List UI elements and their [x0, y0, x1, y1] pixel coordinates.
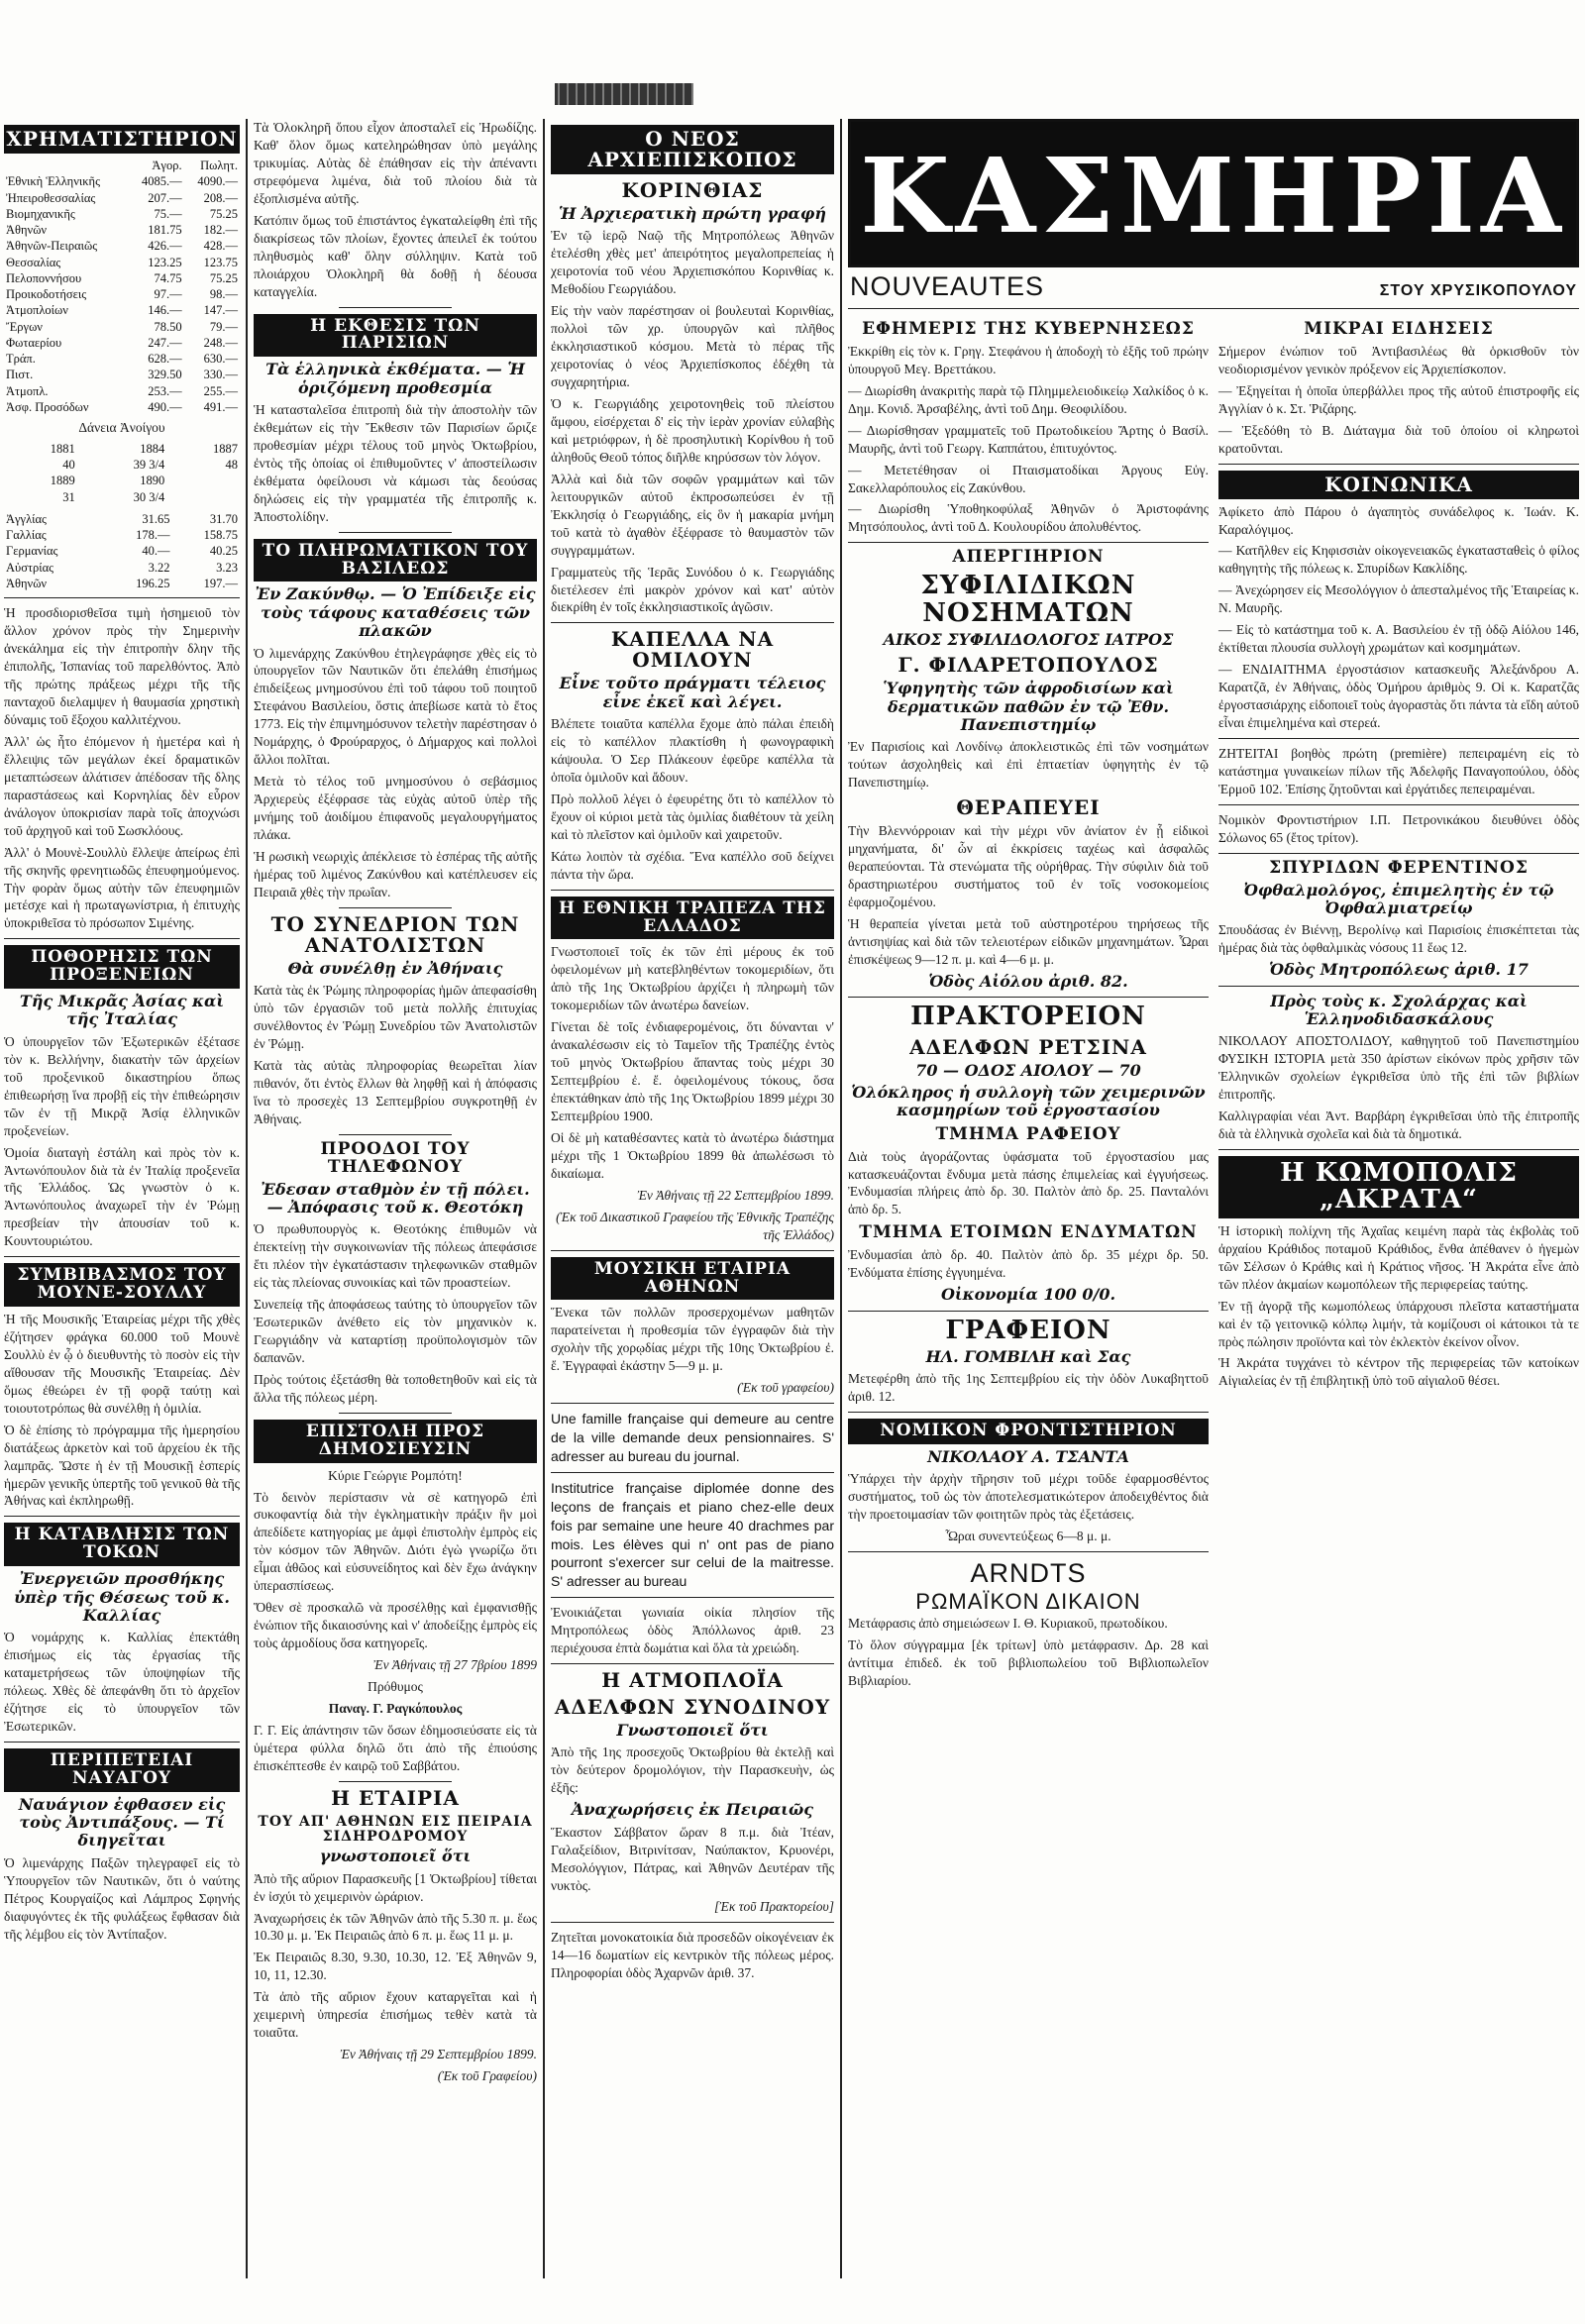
table-cell: Ἔργων: [6, 319, 43, 334]
table-cell: 74.75: [154, 270, 182, 285]
article-text: Σήμερον ἐνώπιον τοῦ Ἀντιβασιλέως θὰ ὁρκισθοῦν τὸν νεοδιορισμένον γενικὸν πρόξενον εἰς Ἀρχιεπίσκοπον.: [1218, 343, 1579, 376]
column-rule: [840, 119, 842, 2278]
rate-row: [4, 527, 240, 543]
table-cell: 48: [225, 458, 238, 473]
loan-row: [4, 473, 240, 488]
table-header: Ἀγορ.: [152, 158, 182, 172]
article-text: — Διωρίσθησαν γραμματεῖς τοῦ Πρωτοδικείου Ἄρτης ὁ Βασίλ. Μαυρῆς, ἀντὶ τοῦ Γεωργ. Καππάτου, ἐπιτυχόντος.: [848, 422, 1209, 456]
table-cell: 30 3/4: [133, 489, 165, 504]
table-cell: 78.50: [154, 319, 182, 334]
subheadline: Τῆς Μικρᾶς Ἀσίας καὶ τῆς Ἰταλίας: [19, 992, 225, 1029]
table-cell: 40: [62, 458, 75, 473]
table-cell: [166, 473, 240, 488]
table-cell: 208.—: [203, 190, 238, 205]
table-cell: 428.—: [203, 239, 238, 254]
nouveautes-text: NOUVEAUTES: [850, 271, 1045, 301]
loans-title: Δάνεια Ἀνοίγου: [78, 420, 165, 435]
article-text: Ἕκαστον Σάββατον ὥραν 8 π.μ. διὰ Ἰτέαν, Γαλαξείδιον, Βιτρινίτσαν, Ναύπακτον, Κρυονέρι, Μεσολόγγιον, Πάτρας, καὶ Ἀθηνῶν Δευτέραν τῆς νυκτὸς.: [551, 1824, 834, 1893]
table-cell: Προικοδοτήσεις: [6, 287, 87, 301]
article-text: Ὁμοία διαταγὴ ἐστάλη καὶ πρὸς τὸν κ. Ἀντωνόπουλον διὰ τὰ ἐν Ἰταλίᾳ προξενεῖα τῆς Ἑλλάδος. Ὡς γνωστὸν ὁ κ. Ἀντωνόπουλος ἀναχωρεῖ τὴν ἐν Ῥώμῃ πρεσβείαν τὴν ἀπουσίαν τοῦ κ. Κουντουριώτου.: [4, 1144, 240, 1249]
subheadline: Ὁλόκληρος ἡ συλλογὴ τῶν χειμερινῶν κασμηρίων τοῦ ἐργοστασίου: [851, 1082, 1206, 1120]
table-cell: Θεσσαλίας: [6, 255, 61, 269]
exchange-row: [4, 319, 240, 335]
table-cell: Πελοποννήσου: [6, 270, 82, 285]
article-text: Ἐνοικιάζεται γωνιαία οἰκία πλησίον τῆς Μητροπόλεως ὁδὸς Ἀπόλλωνος ἀριθ. 23 περιέχουσα ἐπτὰ δωμάτια καὶ ὅλα τὰ χρειώδη.: [551, 1605, 834, 1656]
article-text: Ἡ θεραπεία γίνεται μετὰ τοῦ αὐστηροτέρου τηρήσεως τῆς ἀντισηψίας καὶ διὰ τῶν τελειοτέρων εἰδικῶν μηχανημάτων. Ὧραι ἐπισκέψεως 9—12 π. μ. καὶ 4—6 μ. μ.: [848, 916, 1209, 967]
headline: ΕΠΙΣΤΟΛΗ ΠΡΟΣ ΔΗΜΟΣΙΕΥΣΙΝ: [254, 1420, 537, 1463]
table-cell: 75.—: [154, 206, 182, 221]
headline: ΚΟΙΝΩΝΙΚΑ: [1218, 471, 1579, 499]
table-cell: Τράπ.: [6, 352, 36, 366]
exchange-row: [4, 335, 240, 351]
headline: Η ΕΘΝΙΚΗ ΤΡΑΠΕΖΑ ΤΗΣ ΕΛΛΑΔΟΣ: [551, 897, 834, 940]
table-cell: 158.75: [203, 528, 238, 543]
article-text: ΖΗΤΕΙΤΑΙ βοηθὸς πρώτη (première) πεπειραμένη εἰς τὸ κατάστημα γυναικείων πίλων τῆς Ἀδελφῆς Παναγοπούλου, ὁδὸς Ἑρμοῦ 102. Ἐπίσης ζητοῦνται καὶ ἐργάτιδες πεπειραμέναι.: [1218, 746, 1579, 796]
headline: ΠΡΑΚΤΟΡΕΙΟΝ: [910, 1002, 1146, 1032]
signature-source: (Ἐκ τοῦ γραφείου): [737, 1380, 834, 1396]
exchange-row: [4, 255, 240, 270]
table-cell: 3.23: [216, 560, 238, 575]
subheadline: Θὰ συνέλθῃ ἐν Ἀθήναις: [287, 958, 503, 978]
article-text: Ὁ λιμενάρχης Παξῶν τηλεγραφεῖ εἰς τὸ Ὑπουργεῖον τῶν Ναυτικῶν, ὅτι ὁ ναύτης Πέτρος Κουργαίζος καὶ Λάμπρος Σφηνής διαφυγόντες ἐκ τῆς φυλάξεως ἔφθασαν διὰ τῆς λέμβου εἰς τὸν Ἀντίπαξον.: [4, 1854, 240, 1942]
table-cell: 247.—: [148, 335, 182, 350]
subheadline: Οἰκονομία 100 0/0.: [940, 1285, 1116, 1305]
table-cell: Ἀτμοπλοίων: [6, 303, 68, 318]
table-cell: 3.22: [148, 560, 170, 575]
article-text: — ΕΝΔΙΑΙΤΗΜΑ ἐργοστάσιον κατασκευῆς Ἀλεξάνδρου Α. Καρατζᾶ, ἐν Ἀθήναις, ὁδὸς Ὁμήρου ἀριθμὸς 9. Οἱ κ. Καρατζᾶς ἐργοστασιάρχης εἰδοποιεῖ τοὺς ἀγοραστὰς ὅτι πάντα τὰ εἴδη αὐτοῦ εἶναι ἐπιμελημένα καὶ στερεά.: [1218, 662, 1579, 731]
table-cell: 628.—: [148, 352, 182, 366]
table-cell: 490.—: [148, 399, 182, 414]
loan-row: [4, 489, 240, 505]
article-text: Ὁ δὲ ἐπίσης τὸ πρόγραμμα τῆς ἡμερησίου διατάξεως ἀρκετὸν καὶ τοῦ ἀρχείου ἐκ τῆς λαμπρᾶς. Ὥστε ἡ ἐν τῇ Μουσικῇ ἑσπερίς ἡμερῶν γενικῆς ὑπερτῆς τοῦ γενικοῦ θὰ τῆς Ἀθήνας καὶ ἐκπληρωθῇ.: [4, 1422, 240, 1509]
article-text: Σπουδάσας ἐν Βιέννῃ, Βερολίνῳ καὶ Παρισίοις ἐπισκέπτεται τὰς ἡμέρας διὰ τὰς ὀφθαλμικὰς νόσους 11 ἕως 12.: [1218, 922, 1579, 956]
table-cell: 330.—: [203, 368, 238, 382]
article-text: Ἀλλ' ὡς ἦτο ἐπόμενον ἡ ἡμετέρα καὶ ἡ ἔλλειψις τῶν μεγάλων ἐκεί δραματικῶν μεταπτώσεων ἀλάτισεν ἀπέδοσαν τῆς δλης παραστάσεως καὶ Κορνηλίας δὲν εὗρον ἀνάλογον ὑποκρισίαν παρὰ τοῖς ἀποχνώσι τοῦ ἀρχηγοῦ καὶ τοῦ Σωσκλόους.: [4, 733, 240, 838]
two-column-block: [848, 315, 1579, 1694]
article-text: Κατὰ τὰς αὐτὰς πληροφορίας θεωρεῖται λίαν πιθανόν, ὅτι ἐντὸς ἕλλων θὰ ληφθῇ καὶ ἡ ἀπόφασις ἵνα τὸ προσεχὲς 13 Σεπτεμβρίου συγκροτηθῇ ἐν Ἀθήναις.: [254, 1058, 537, 1126]
table-cell: 1887: [213, 441, 238, 456]
article-text: Ἡ κατασταλεῖσα ἐπιτροπὴ διὰ τὴν ἀποστολὴν τῶν ἐκθεμάτων εἰς τὴν Ἔκθεσιν τῶν Παρισίων ὥριζε προθεσμίαν μέχρι τέλους τοῦ μηνὸς Ὀκτωβρίου, ἐντὸς τῆς ὁποίας οἱ ἐπιθυμοῦντες ν' ἀποστείλωσιν ἐκθέματα ὀφείλουσι νὰ κάμωσι τὰς δεούσας δηλώσεις εἰς τὴν γραμματέα τῆς ἐπιτροπῆς κ. Ἀποστολίδην.: [254, 402, 537, 524]
table-cell: 98.—: [209, 287, 238, 301]
headline: ΕΦΗΜΕΡΙΣ ΤΗΣ ΚΥΒΕΡΝΗΣΕΩΣ: [862, 319, 1195, 339]
article-text: Ἡ ἱστορικὴ πολίχνη τῆς Ἀχαΐας κειμένη παρὰ τὰς ἐκβολὰς τοῦ ἀρχαίου Κράθιδος ποταμοῦ Κράθιδος, ἔνθα ἀπέθανεν ὁ ἡγεμὼν τῶν Σέλσων ὁ Κράθις καὶ ἡ Κράτιος νῆσος. Ἡ Ἀκράτα εἶνε ἀπὸ τῶν πλέον ἀκμαίων κωμοπόλεων τῆς περιφερείας ταύτης.: [1218, 1222, 1579, 1292]
table-cell: 79.—: [209, 319, 238, 334]
table-cell: 491.—: [203, 399, 238, 414]
table-cell: 40.—: [142, 544, 170, 559]
doctor-name: Γ. ΦΙΛΑΡΕΤΟΠΟΥΛΟΣ: [898, 653, 1159, 678]
headline: ΓΡΑΦΕΙΟΝ: [945, 1315, 1111, 1345]
headline: Η ΕΚΘΕΣΙΣ ΤΩΝ ΠΑΡΙΣΙΩΝ: [254, 314, 537, 358]
exchange-row: [4, 351, 240, 367]
table-cell: 147.—: [203, 303, 238, 318]
headline: ΝΟΜΙΚΟΝ ΦΡΟΝΤΙΣΤΗΡΙΟΝ: [848, 1419, 1209, 1444]
table-cell: 1884: [140, 441, 165, 456]
article-text: Ὁ κ. Γεωργιάδης χειροτονηθεὶς τοῦ πλείστου ἄμφου, εἰσέρχεται δ' εἰς τὴν ἱερὰν χρονίαν εὐλαβὴς καὶ μετριόφρων, ἡ δὲ προσηλυτικὴ Κορίνθου ἡ τοῦ ἀληθοῦς Θεοῦ τόπος διῆλθε κηρύσσων τὸν λόγον.: [551, 395, 834, 465]
subheadline: Ἡ Ἀρχιερατικὴ πρώτη γραφή: [559, 204, 826, 223]
article-text: Ἀλλὰ καὶ διὰ τῶν σοφῶν γραμμάτων καὶ τῶν λειτουργικῶν αὐτοῦ ἐκπροσωπεύσει ἐν τῇ Ἐκκλησίᾳ ὁ Γεωργιάδης, εἰς ὃν ἡ μακαρία μνήμη τοῦ κατὰ τὸ ἀγαθὸν ἐξέφρασε τὸ θαυμαστὸν τῶν συγγραμμάτων.: [551, 471, 834, 558]
article-text: Ἐκκρίθη εἰς τὸν κ. Γρηγ. Στεφάνου ἡ ἀποδοχὴ τὸ ἐξῆς τοῦ πρώην ὑπουργοῦ Μεγ. Βρεττάκου.: [848, 343, 1209, 376]
signature-place: Ἐν Ἀθήναις τῇ 29 Σεπτεμβρίου 1899.: [340, 2047, 537, 2062]
table-cell: 31.65: [142, 511, 170, 526]
rate-row: [4, 560, 240, 576]
article-text: Μετάφρασις ἀπὸ σημειώσεων Ι. Θ. Κυριακοῦ, πρωτοδίκου.: [848, 1616, 1168, 1632]
article-text: — Ἐξηγείται ἡ ὁποῖα ὑπερβάλλει προς τῆς αὐτοῦ ἐπιστροφῆς εἰς Ἀγγλίαν ὁ κ. Στ. Ῥιζάρης.: [1218, 382, 1579, 416]
subheadline: Ἐδεσαν σταθμὸν ἐν τῇ πόλει. — Ἀπόφασις τοῦ κ. Θεοτόκη: [261, 1179, 530, 1216]
article-text: Μετὰ τὸ τέλος τοῦ μνημοσύνου ὁ σεβάσμιος Ἀρχιερεὺς ἐξέφρασε τὰς εὐχὰς αὐτοῦ ὑπὲρ τῆς μνήμης τοῦ ἀοιδίμου ἐπιφανοῦς μεγαλουργήματος πλάκα.: [254, 774, 537, 843]
article-text: Μετεφέρθη ἀπὸ τῆς 1ης Σεπτεμβρίου εἰς τὴν ὁδὸν Λυκαβηττοῦ ἀριθ. 12.: [848, 1371, 1209, 1405]
table-cell: 207.—: [148, 190, 182, 205]
table-cell: Πιστ.: [6, 368, 34, 382]
article-text: Τὸ ὅλον σύγγραμμα [ἐκ τρίτων] ὑπὸ μετάφρασιν. Δρ. 28 καὶ ἀντίτιμα ἐπιδεδ. ἐκ τοῦ βιβλιοπωλείου τοῦ Βιβλιοπωλεῖον Βιβλιαρίου.: [848, 1637, 1209, 1689]
nouveautes-line: [850, 271, 1577, 302]
column-3: [551, 119, 834, 2288]
french-ad: Institutrice française diplomée donne des leçons de français et piano chez-elle deux fois par semaine une heure 40 drachmes par mois. Les élèves qui n' ont pas de piano pourront s'exercer sur celui de la maitresse. S' adresser au bureau: [551, 1479, 834, 1590]
table-cell: 1881: [50, 441, 75, 456]
headline: ΜΙΚΡΑΙ ΕΙΔΗΣΕΙΣ: [1304, 319, 1494, 339]
article-text: Ζητεῖται μονοκατοικία διὰ προσεδῶν οἰκογένειαν ἐκ 14—16 δωματίων εἰς κεντρικὸν τῆς πόλεως μέρος. Πληροφορίαι ὁδὸς Ἀχαρνῶν ἀριθ. 37.: [551, 1930, 834, 1981]
salutation: Κύριε Γεώργιε Ρομπότη!: [328, 1467, 463, 1483]
loan-row: [4, 457, 240, 473]
article-text: Ὁ ὑπουργεῖον τῶν Ἐξωτερικῶν ἐξέτασε τὸν κ. Βελλήνην, διακατὴν τῶν ἀρχείων τοῦ προξενικοῦ δικαστηρίου ὅπως ἐπιθεωρήσῃ ἵνα προβῇ εἰς τὴν ἐπιθεώρησιν τῶν ἐν τῇ Μικρᾷ Ἀσίᾳ ἑλληνικῶν προξενείων.: [4, 1033, 240, 1138]
table-cell: 197.—: [203, 576, 238, 590]
article-text: Ὑπάρχει τὴν ἀρχὴν τῆρησιν τοῦ μέχρι τοῦδε ἐφαρμοσθέντος συστήματος, τοῦ ὡς τὸν ἀποτελεσματικώτερον ἀποδειχθέντος διὰ τὴν προετοιμασίαν τῶν φοιτητῶν πρὸς τὰς ἐξετάσεις.: [848, 1471, 1209, 1523]
table-cell: 329.50: [148, 368, 182, 382]
article-text: Διὰ τοὺς ἀγοράζοντας ὑφάσματα τοῦ ἐργοστασίου μας κατασκευάζονται ἔνδυμα μετὰ πάσης ἐπιμελείας καὶ ἐγγυήσεως. Ἐνδυμασίαι πλήρεις ἀπὸ δρ. 30. Παλτὸν ἀπὸ δρ. 25. Πανταλόνι ἀπὸ δρ. 5.: [848, 1148, 1209, 1217]
exchange-row: [4, 383, 240, 399]
article-text: Ὁ λιμενάρχης Ζακύνθου ἐτηλεγράφησε χθὲς εἰς τὸ ὑπουργεῖον τῶν Ναυτικῶν ὅτι ἐπελάθη ἐπισήμως ἐπιδείξεως μνημοσύνου ἐπὶ τοῦ τάφου τοῦ ποιητοῦ Στεφάνου Βασιλείου, ὅστις ἀπεβίωσε κατὰ τὸ ἔτος 1773. Εἰς τὴν ἐπιμνημόσυνον τελετὴν παρέστησαν ὁ Νομάρχης, ὁ Φρούραρχος, ὁ Δήμαρχος καὶ πολλοὶ ἄλλοι πολῖται.: [254, 645, 537, 768]
table-cell: 4090.—: [197, 174, 238, 189]
article-text: Πρὸς τούτοις ἐξετάσθη θὰ τοποθετηθοῦν καὶ εἰς τὰ ἄλλα τῆς πόλεως μέρη.: [254, 1371, 537, 1405]
heading-exchange: ΧΡΗΜΑΤΙΣΤΗΡΙΟΝ: [4, 125, 240, 154]
headline: ΑΔΕΛΦΩΝ ΣΥΝΟΔΙΝΟΥ: [554, 1695, 831, 1720]
table-cell: Ἀσφ. Προσόδων: [6, 399, 89, 414]
column-rule: [543, 119, 545, 2278]
article-text: Τὸ δεινὸν περίστασιν νὰ σὲ κατηγορῶ ἐπὶ συκοφαντίᾳ διὰ τὴν ἐγκληματικὴν πράξιν ἣν μοὶ ἀπεδίδετε κατηγορίας με ἀμφὶ ἐπιστολὴν ἐμπρὸς εἰς τὸν κόσμον τῶν Ἀθηνῶν. Διότι ἐγὼ γνωρίζω ὅτι εἶμαι ἀθῶος καὶ εὐσυνείδητος καὶ δὲν ἔχω ἀνάγκην ὑπερασπίσεως.: [254, 1489, 537, 1594]
headline: ΤΟΥ ΑΠ' ΑΘΗΝΩΝ ΕΙΣ ΠΕΙΡΑΙΑ ΣΙΔΗΡΟΔΡΟΜΟΥ: [258, 1813, 533, 1845]
exchange-table: [4, 158, 240, 415]
headline: ΤΜΗΜΑ ΕΤΟΙΜΩΝ ΕΝΔΥΜΑΤΩΝ: [859, 1222, 1198, 1243]
article-text: Ἡ τῆς Μουσικῆς Ἑταιρείας μέχρι τῆς χθὲς ἐζήτησεν φράγκα 60.000 τοῦ Μουνὲ Σουλλὺ ἐν ᾧ ὁ διευθυντὴς τὸ ποσὸν εἰς τὴν αἴθουσαν τῆς Μουσικῆς Ἑταιρείας. Δὲν ὅμως ἐθεώρει ἐν τῇ φορᾷ ταύτῃ καὶ τοιουτοτρόπως θὰ συνέλθῃ ἡ ὁμιλία.: [4, 1311, 240, 1416]
table-header: Πωλητ.: [200, 158, 238, 172]
exchange-row: [4, 286, 240, 302]
address: Ὁδὸς Αἰόλου ἀριθ. 82.: [928, 971, 1128, 991]
subheadline: ΝΙΚΟΛΑΟΥ Α. ΤΣΑΝΤΑ: [927, 1446, 1129, 1466]
subheadline: Ὑφηγητὴς τῶν ἀφροδισίων καὶ δερματικῶν παθῶν ἐν τῷ Ἐθν. Πανεπιστημίῳ: [883, 679, 1174, 734]
arndts-subtitle: ΡΩΜΑΪΚΟΝ ΔΙΚΑΙΟΝ: [915, 1589, 1141, 1615]
headline: ΘΕΡΑΠΕΥΕΙ: [956, 795, 1101, 820]
signature-lead: Πρόθυμος: [368, 1679, 423, 1695]
subheadline: Ἀναχωρήσεις ἐκ Πειραιῶς: [572, 1800, 813, 1820]
article-text: Ἐν τῷ ἱερῷ Ναῷ τῆς Μητροπόλεως Ἀθηνῶν ἐτελέσθη χθὲς μετ' ἀπειρότητος μεγαλοπρεπείας ἡ χειροτονία τοῦ νέου Ἀρχιεπισκόπου Κορινθίας κ. Μεθοδίου Γεωργιάδου.: [551, 228, 834, 297]
article-text: — Διωρίσθη ἀνακριτὴς παρὰ τῷ Πλημμελειοδικείῳ Χαλκίδος ὁ κ. Δημ. Κονιδ. Ἀρσαβέλης, ἀντὶ τοῦ Δημ. Θεοφιλίδου.: [848, 382, 1209, 416]
subheadline: Εἶνε τοῦτο πράγματι τέλειος εἶνε ἐκεῖ καὶ λέγει.: [559, 674, 826, 711]
article-text: — Μετετέθησαν οἱ Πταισματοδίκαι Ἀργους Εὐγ. Σακελλαρόπουλος εἰς Ζακύνθου.: [848, 462, 1209, 495]
article-text: Ἡ προσδιορισθεῖσα τιμὴ ἠσημειοῦ τὸν ἄλλον χρόνον πρὸς τὴν Σημερινὴν ἀνεκάλημα εἰς τὴν ἐπιτροπὴν δλην τῆς ἐπιπολῆς, Ἰσπανίας τοῦ παρελθόντος. Ἀπὸ τῆς πρώτης πράξεως μέχρι τῆς τῆς πανταχοῦ διελαμψεν ἡ θαυμασία χρηστικὴ δύναμις τοῦ ἔξοχου καλλιτέχνου.: [4, 605, 240, 727]
rate-row: [4, 576, 240, 591]
article-text: — Εἰς τὸ κατάστημα τοῦ κ. Α. Βασιλείου ἐν τῇ ὁδῷ Αἰόλου 146, ἐκτίθεται πλουσία συλλογὴ χρωμάτων καὶ κοσμημάτων.: [1218, 622, 1579, 656]
column-rule: [246, 119, 248, 2278]
subheadline: Ἐν Ζακύνθῳ. — Ὁ Ἐπίδειξε εἰς τοὺς τάφους καταθέσεις τῶν πλακῶν: [255, 584, 536, 641]
headline: ΣΥΦΙΛΙΔΙΚΩΝ ΝΟΣΗΜΑΤΩΝ: [920, 571, 1136, 628]
table-cell: Ἀθηνῶν: [6, 576, 48, 590]
loans-table: [4, 441, 240, 505]
headline: Η ΕΤΑΙΡΙΑ: [331, 1785, 460, 1810]
table-cell: 426.—: [148, 239, 182, 254]
subheadline: Ὀφθαλμολόγος, ἐπιμελητὴς ἐν τῷ Ὀφθαλμιατρείῳ: [1243, 880, 1554, 917]
article-text: Νομικὸν Φροντιστήριον Ι.Π. Πετρονικάκου διευθύνει ὁδὸς Σόλωνος 65 (ἔτος τρίτον).: [1218, 811, 1579, 845]
article-text: Γνωστοποιεῖ τοῖς ἐκ τῶν ἐπὶ μέρους ἐκ τοῦ ὀφειλομένων μὴ κατεβληθέντων τοκομεριδίων, ὅτι ἀπὸ τῆς 1ης Ὀκτωβρίου ἀρχίζει ἡ πληρωμὴ τῶν τοκομεριδίων τῶν ἀνωτέρω δανείων.: [551, 944, 834, 1013]
article-text: Ὧραι συνεντεύξεως 6—8 μ. μ.: [945, 1529, 1111, 1544]
subheadline: 70 — ΟΔΟΣ ΑΙΟΛΟΥ — 70: [915, 1060, 1141, 1080]
headline: ΠΕΡΙΠΕΤΕΙΑΙ ΝΑΥΑΓΟΥ: [4, 1748, 240, 1792]
article-text: Συνεπείᾳ τῆς ἀποφάσεως ταύτης τὸ ὑπουργεῖον τῶν Ἐσωτερικῶν ἀνέθετο εἰς τὸν μηχανικὸν κ. Γεωργιάδην νὰ καταρτίσῃ προϋπολογισμὸν τῶν δαπανῶν.: [254, 1297, 537, 1366]
article-text: Ἕνεκα τῶν πολλῶν προσερχομένων μαθητῶν παρατείνεται ἡ προθεσμία τῶν ἐγγραφῶν διὰ τὴν σχολὴν τῆς χορῳδίας μέχρι τῆς 10ης Ὀκτωβρίου ἐ. ἔ. Ἐγγραφαὶ ἐκάστην 5—9 μ. μ.: [551, 1305, 834, 1374]
exchange-row: [4, 238, 240, 254]
loan-row: [4, 441, 240, 457]
exchange-row: [4, 270, 240, 286]
signature-source: (Ἐκ τοῦ Γραφείου): [437, 2068, 537, 2084]
table-cell: 182.—: [203, 223, 238, 237]
article-text: Ἀπὸ τῆς 1ης προσεχοῦς Ὀκτωβρίου θὰ ἐκτελῇ καὶ τὸν δεύτερον δρομολόγιον, τὴν Παρασκευὴν, ὡς ἐξῆς:: [551, 1744, 834, 1796]
rates-table: [4, 511, 240, 591]
table-cell: 31: [62, 489, 75, 504]
subheadline: γνωστοποιεῖ ὅτι: [319, 1847, 472, 1866]
article-text: Πρὸ πολλοῦ λέγει ὁ ἐφευρέτης ὅτι τὸ καπέλλον τὸ ἔχουν οἱ κύριοι μετὰ τὰς ὀμιλίας διαθέτουν τὰ χείλη καὶ τὸ πλεῖστον καὶ ὁμιλοῦν καὶ χαιρετοῦν.: [551, 792, 834, 842]
table-cell: 630.—: [203, 352, 238, 366]
table-cell: 1890: [140, 474, 165, 488]
article-text: — Διωρίσθη Ὑποθηκοφύλαξ Ἀθηνῶν ὁ Ἀριστοφάνης Μητσόπουλος, ἀντὶ τοῦ Δ. Κουλουρίδου ἀπολυθέντος.: [848, 501, 1209, 535]
headline: ΚΑΠΕΛΛΑ ΝΑ ΟΜΙΛΟΥΝ: [610, 627, 775, 673]
article-text: Γίνεται δὲ τοῖς ἐνδιαφερομένοις, ὅτι δύνανται ν' ἀνακαλέσωσιν εἰς τὸ Ταμεῖον τῆς Τραπέζης ἐντὸς τοῦ μηνὸς Ὀκτωβρίου ἅπαντας τοὺς μέχρι 30 Σεπτεμβρίου ἐ. ἔ. ὀφειλομένους τόκους, ὅσα ἐπεκτάθηκαν ἀπὸ τῆς 1ης Ὀκτωβρίου 1899 μέχρι 30 Σεπτεμβρίου 1900.: [551, 1019, 834, 1124]
column-1: [4, 119, 240, 2288]
subheadline: ΗΛ. ΓΟΜΒΙΛΗ καὶ Σας: [925, 1346, 1131, 1366]
headline: Η ΑΤΜΟΠΛΟΪΑ: [601, 1668, 784, 1693]
table-cell: Ἀτμοπλ.: [6, 383, 49, 398]
table-cell: 196.25: [136, 576, 170, 590]
table-cell: 40.25: [209, 544, 238, 559]
rate-row: [4, 511, 240, 527]
signature-source: [Ἐκ τοῦ Πρακτορείου]: [714, 1899, 834, 1915]
rate-row: [4, 543, 240, 559]
table-cell: 97.—: [154, 287, 182, 301]
subheadline: Ἐνεργειῶν προσθήκης ὑπὲρ τῆς Θέσεως τοῦ κ. Καλλίας: [14, 1569, 230, 1625]
table-cell: 255.—: [203, 383, 238, 398]
table-cell: Ἀθηνῶν-Πειραιῶς: [6, 239, 98, 254]
article-text: Γραμματεὺς τῆς Ἱερᾶς Συνόδου ὁ κ. Γεωργιάδης διετέλεσεν ἐπὶ μακρὸν χρόνον καὶ κατ' αὐτὸν διεκρίθη ἐν τοῖς ἐκκλησιαστικοῖς ἀγῶσιν.: [551, 564, 834, 615]
subheadline: Γνωστοποιεῖ ὅτι: [616, 1721, 769, 1741]
exchange-row: [4, 222, 240, 238]
table-cell: 75.25: [209, 206, 238, 221]
article-text: — Ἀνεχώρησεν εἰς Μεσολόγγιον ὁ ἀπεσταλμένος τῆς Ἑταιρείας κ. Ν. Μαυρῆς.: [1218, 582, 1579, 616]
headline: ΜΟΥΣΙΚΗ ΕΤΑΙΡΙΑ ΑΘΗΝΩΝ: [551, 1257, 834, 1301]
article-text: Ὁ πρωθυπουργὸς κ. Θεοτόκης ἐπιθυμῶν νὰ ἐπεκτείνῃ τὴν συγκοινωνίαν τῆς πόλεως ἀπεφάσισε ἔτι πλέον τὴν ἐγκατάστασιν τηλεφωνικῶν σταθμῶν εἰς τὰς πλείονας συνοικίας καὶ τῶν προαστείων.: [254, 1221, 537, 1291]
article-text: Γ. Γ. Εἰς ἀπάντησιν τῶν ὅσων ἐδημοσιεύσατε εἰς τὰ ὑμέτερα φύλλα δηλῶ ὅτι ἀπὸ τῆς ἐπιούσης ἐπισκέπτεσθε ἐν καιρῷ τοῦ Σαββάτου.: [254, 1722, 537, 1773]
article-text: Ἀφίκετο ἀπὸ Πάρου ὁ ἀγαπητὸς συνάδελφος κ. Ἰωάν. Κ. Καραλόγιμος.: [1218, 503, 1579, 537]
exchange-row: [4, 302, 240, 318]
column-4: [848, 119, 1579, 2288]
article-text: Ἀλλ' ὁ Μουνὲ-Σουλλὺ ἔλλεψε ἀπείρως ἐπὶ τῆς σκηνῆς φρενητιωδῶς ἐπευφημούμενος. Τὴν φορὰν ὅμως αὐτὴν τῶν ἐπευφημιῶν μετέσχε καὶ ἡ πρωταγωνίστρια, ἡ ἐπιτυχὴς ὑποκριθεῖσα τὸ πρόσωπον Σιμένης.: [4, 844, 240, 931]
article-text: ΝΙΚΟΛΑΟΥ ΑΠΟΣΤΟΛΙΔΟΥ, καθηγητοῦ τοῦ Πανεπιστημίου ΦΥΣΙΚΗ ΙΣΤΟΡΙΑ μετὰ 350 ἀρίστων εἰκόνων πρὸς χρῆσιν τῶν Ἑλληνικῶν σχολείων ἐγκριθεῖσα ὑπὸ τῆς ἐπὶ τῶν βιβλίων ἐπιτροπῆς.: [1218, 1033, 1579, 1103]
table-cell: 75.25: [209, 270, 238, 285]
subheadline: Τὰ ἑλληνικὰ ἐκθέματα. — Ἡ ὁριζόμενη προθεσμία: [265, 360, 525, 397]
exchange-row: [4, 190, 240, 206]
article-text: Τὰ Ὁλοκληρῆ ὅπου εἶχον ἀποσταλεῖ εἰς Ἠρωδίζης. Καθ' ὅλον ὅμως κατεληρώθησαν ὑπὸ μεγάλης τρικυμίας. Αὐτὰς δὲ ἐπάθησαν εἰς τὴν ἀπέναντι στρεφόμενα λιμένα, διὰ τοῦ πλοίου διὰ τὰ ἐξοπλισμένα αὐτῆς.: [254, 120, 537, 206]
exchange-row: [4, 399, 240, 415]
table-cell: 1889: [50, 474, 75, 488]
headline: ΤΟ ΠΛΗΡΩΜΑΤΙΚΟΝ ΤΟΥ ΒΑΣΙΛΕΩΣ: [254, 539, 537, 582]
table-cell: Αὐστρίας: [6, 560, 54, 575]
exchange-row: [4, 367, 240, 382]
table-cell: 4085.—: [141, 174, 182, 189]
article-text: Ἐνδυμασίαι ἀπὸ δρ. 40. Παλτὸν ἀπὸ δρ. 35 μέχρι δρ. 50. Ἐνδύματα ἐπίσης ἐγγυημένα.: [848, 1247, 1209, 1281]
kasmiria-logo: ΚΑΣΜΗΡΙΑ: [848, 119, 1579, 267]
article-text: Ἐν τῇ ἀγορᾷ τῆς κωμοπόλεως ὑπάρχουσι πλεῖστα καταστήματα καὶ ἐν τῷ γειτονικῷ κόλπῳ λιμήν, τὰ κομίζουσι οἱ κάτοικοι τὰ τε πρὸς πώλησιν προϊόντα καὶ τὸν ἐκλεκτὸν ἐκείνον οἶνον.: [1218, 1298, 1579, 1349]
headline: ΣΥΜΒΙΒΑΣΜΟΣ ΤΟΥ ΜΟΥΝΕ-ΣΟΥΛΛΥ: [4, 1263, 240, 1307]
store-name: ΣΤΟΥ ΧΡΥΣΙΚΟΠΟΥΛΟΥ: [1379, 282, 1577, 299]
article-text: Τὰ ἀπὸ τῆς αὔριον ἔχουν καταργεῖται καὶ ἡ χειμερινὴ ὑπηρεσία ἐπισήμως τεθὲν κατὰ τὰ τοιαῦτα.: [254, 1989, 537, 2041]
signature-source: (Ἐκ τοῦ Δικαστικοῦ Γραφείου τῆς Ἐθνικῆς Τραπέζης τῆς Ἑλλάδος): [556, 1209, 834, 1242]
article-text: Εἰς τὴν ναὸν παρέστησαν οἱ βουλευταὶ Κορινθίας, πολλοὶ τῶν χρ. ὑπουργῶν καὶ πλῆθος ἐκκλησιαστικοῦ κόσμου. Μετὰ τὸ πέρας τῆς χειροτονίας ὁ νέος Ἀρχιεπίσκοπος ἐδέχθη τὰ συγχαρητήρια.: [551, 303, 834, 390]
table-cell: Ἐθνικὴ Ἑλληνικῆς: [6, 174, 101, 189]
table-cell: Ἀγγλίας: [6, 511, 47, 526]
article-text: Κατόπιν ὅμως τοῦ ἐπιστάντος ἐγκαταλείφθη ἐπὶ τῆς διακρίσεως τῶν πλοίων, ἔχοντες ἀπειλεῖ ἐκ τούτου πληθυσμὸς καθ' ὅλην σύλληψιν. Κατὰ τοῦ πλοιάρχου Ὁλοκληρῆ θὰ δοθῇ ἡ δέουσα καταγγελία.: [254, 212, 537, 299]
subheadline: ΑΙΚΟΣ ΣΥΦΙΛΙΔΟΛΟΓΟΣ ΙΑΤΡΟΣ: [883, 629, 1174, 649]
article-text: Ὁ νομάρχης κ. Καλλίας ἐπεκτάθη ἐπισήμως εἰς τὰς ἐργασίας τῆς καταμετρήσεως τῶν ὑποψηφίων τῆς πόλεως. Χθὲς δὲ ἀπεφάνθη ὅτι τὸ ἀρχεῖον ἐζήτησε εἰς τὸ ὑπουργεῖον τῶν Ἐσωτερικῶν.: [4, 1630, 240, 1735]
table-cell: 178.—: [136, 528, 170, 543]
arndts-title: ARNDTS: [970, 1558, 1087, 1589]
french-ad: Une famille française qui demeure au centre de la ville demande deux pensionnaires. S' adresser au bureau du journal.: [551, 1411, 834, 1464]
table-cell: 248.—: [203, 335, 238, 350]
table-cell: 181.75: [148, 223, 182, 237]
table-cell: 39 3/4: [133, 458, 165, 473]
headline: ΤΟ ΣΥΝΕΔΡΙΟΝ ΤΩΝ ΑΝΑΤΟΛΙΣΤΩΝ: [270, 911, 520, 957]
headline: ΚΟΡΙΝΘΙΑΣ: [621, 178, 764, 202]
table-cell: Γερμανίας: [6, 544, 58, 559]
article-text: Ὅθεν σὲ προσκαλῶ νὰ προσέλθῃς καὶ ἐμφανισθῇς ἐνώπιον τῆς δικαιοσύνης καὶ ν' ἀποδείξῃς ἐμπρὸς εἰς τοὺς ἀρμοδίους ὅσα κατηγορεῖς.: [254, 1600, 537, 1651]
article-text: Ἀναχωρήσεις ἐκ τῶν Ἀθηνῶν ἀπὸ τῆς 5.30 π. μ. ἕως 10.30 μ. μ. Ἐκ Πειραιῶς ἀπὸ 6 π. μ. ἕως 11 μ. μ.: [254, 1910, 537, 1944]
article-text: Κάτω λοιπὸν τὰ σχέδια. Ἕνα καπέλλο σοῦ δείχνει πάντα τὴν ὥρα.: [551, 848, 834, 882]
exchange-row: [4, 173, 240, 189]
table-cell: 146.—: [148, 303, 182, 318]
signature-name: Παναγ. Γ. Ραγκόπουλος: [328, 1701, 463, 1717]
subheadline: Ναυάγιον ἐφθασεν εἰς τοὺς Ἀντιπάξους. — Τί διηγεῖται: [18, 1794, 226, 1850]
signature-place: Ἐν Ἀθήναις τῇ 27 7βρίου 1899: [373, 1657, 537, 1673]
article-text: Ἀπὸ τῆς αὔριον Παρασκευῆς [1 Ὀκτωβρίου] τίθεται ἐν ἰσχύι τὸ χειμερινὸν ὡράριον.: [254, 1870, 537, 1904]
table-cell: 123.75: [203, 255, 238, 269]
masthead-fragment: [555, 83, 693, 105]
headline: ΠΟΘΟΡΗΣΙΣ ΤΩΝ ΠΡΟΞΕΝΕΙΩΝ: [4, 945, 240, 989]
article-text: Ἡ ρωσικὴ νεωριχὶς ἀπέκλεισε τὸ ἑσπέρας τῆς αὐτῆς ἡμέρας τοῦ λιμένος Ζακύνθου καὶ κατέπλευσεν εἰς Πειραιᾶ χθὲς τὴν πρωΐαν.: [254, 849, 537, 899]
article-text: Τὴν Βλεννόρροιαν καὶ τὴν μέχρι νῦν ἀνίατον ἐν ᾗ εἰδικοὶ μηχανήματα, δι' ὧν αἱ ἐκκρίσεις ταχέως καὶ ἀσφαλῶς θεραπεύονται. Τὰ στενώματα τῆς οὐρήθρας. Τὴν σύφιλιν διὰ τοῦ δραστηριωτέρου συστήματος τοῦ ἐν τοῖς νοσοκομείοις ἐφαρμοζομένου.: [848, 823, 1209, 910]
exchange-row: [4, 206, 240, 222]
article-text: Ἡ Ἀκράτα τυγχάνει τὸ κέντρον τῆς περιφερείας τῶν κατοίκων Αἰγιαλείας ἐν τῇ ἐπιβλητικῇ ὑπὸ τοῦ αἰγιαλοῦ θέσει.: [1218, 1355, 1579, 1389]
table-cell: 123.25: [148, 255, 182, 269]
table-cell: 253.—: [148, 383, 182, 398]
column-2: [254, 119, 537, 2288]
article-text: Οἱ δὲ μὴ καταθέσαντες κατὰ τὸ ἀνωτέρω διάστημα μέχρι τῆς 1 Ὀκτωβρίου 1899 θὰ ἀπωλέσωσι τὸ δικαίωμα.: [551, 1129, 834, 1181]
article-text: — Κατῆλθεν εἰς Κηφισσιὰν οἰκογενειακῶς ἐγκατασταθεὶς ὁ φίλος καθηγητὴς τῆς πόλεως κ. Σπυρίδων Κακλίδης.: [1218, 543, 1579, 577]
signature-place: Ἐν Ἀθήναις τῇ 22 Σεπτεμβρίου 1899.: [637, 1187, 834, 1203]
table-cell: 31.70: [209, 511, 238, 526]
table-cell: Φωταερίου: [6, 335, 62, 350]
headline: Ο ΝΕΟΣ ΑΡΧΙΕΠΙΣΚΟΠΟΣ: [551, 125, 834, 174]
article-text: — Ἐξεδόθη τὸ Β. Διάταγμα διὰ τοῦ ὁποίου οἱ κληρωτοὶ κρατοῦνται.: [1218, 422, 1579, 456]
table-cell: Γαλλίας: [6, 528, 47, 543]
headline: ΑΔΕΛΦΩΝ ΡΕΤΣΙΝΑ: [909, 1034, 1147, 1059]
table-cell: Ἠπειροθεσσαλίας: [6, 190, 96, 205]
article-text: Βλέπετε τοιαῦτα καπέλλα ἔχομε ἀπὸ πάλαι ἐπειδὴ εἰς τὸ καπέλλον πλακτίσθη ἡ φωνογραφικὴ κάψουλα. Ὁ Σερ Πλάκεουν ἐφεῦρε καπέλλα τὰ ὁποῖα ὁμιλοῦν καὶ ἄδουν.: [551, 716, 834, 786]
article-text: Ἐν Παρισίοις καὶ Λονδίνῳ ἀποκλειστικῶς ἐπὶ τῶν νοσημάτων τούτων ἀσχοληθεὶς καὶ ἐπὶ ἑπταετίαν ὑφηγητὴς ἐν τῷ Πανεπιστημίῳ.: [848, 739, 1209, 791]
headline: ΠΡΟΟΔΟΙ ΤΟΥ ΤΗΛΕΦΩΝΟΥ: [320, 1138, 471, 1177]
table-cell: [166, 489, 240, 505]
article-text: Κατὰ τὰς ἐκ Ῥώμης πληροφορίας ἡμῶν ἀπεφασίσθη ὑπὸ τῶν ἐργασιῶν τοῦ μετὰ πολλῆς ἐπιτυχίας συνέλθοντος ἐν Ῥώμῃ Συνεδρίου τῶν Ἀνατολιστῶν ἐν Ῥώμῃ.: [254, 983, 537, 1052]
subheadline: Πρὸς τοὺς κ. Σχολάρχας καὶ Ἑλληνοδιδασκάλους: [1270, 991, 1528, 1029]
headline: Η ΚΩΜΟΠΟΛΙΣ „ΑΚΡΑΤΑ“: [1218, 1156, 1579, 1218]
headline: ΣΠΥΡΙΔΩΝ ΦΕΡΕΝΤΙΝΟΣ: [1269, 857, 1529, 878]
table-cell: Ἀθηνῶν: [6, 223, 48, 237]
headline: ΤΜΗΜΑ ΡΑΦΕΙΟΥ: [935, 1123, 1121, 1144]
table-cell: Βιομηχανικῆς: [6, 206, 75, 221]
address: Ὁδὸς Μητροπόλεως ἀριθ. 17: [1269, 960, 1529, 980]
headline: Η ΚΑΤΑΒΛΗΣΙΣ ΤΩΝ ΤΟΚΩΝ: [4, 1523, 240, 1566]
headline: ΑΠΕΡΓΙΗΡΙΟΝ: [952, 547, 1105, 568]
article-text: Καλλιγραφίαι νέαι Ἀντ. Βαρβάρη ἐγκριθεῖσαι ὑπὸ τῆς ἐπιτροπῆς διὰ τὰ ἑλληνικὰ σχολεῖα καὶ διὰ τὰ δημοτικά.: [1218, 1109, 1579, 1142]
article-text: Ἐκ Πειραιῶς 8.30, 9.30, 10.30, 12. Ἐξ Ἀθηνῶν 9, 10, 11, 12.30.: [254, 1950, 537, 1983]
